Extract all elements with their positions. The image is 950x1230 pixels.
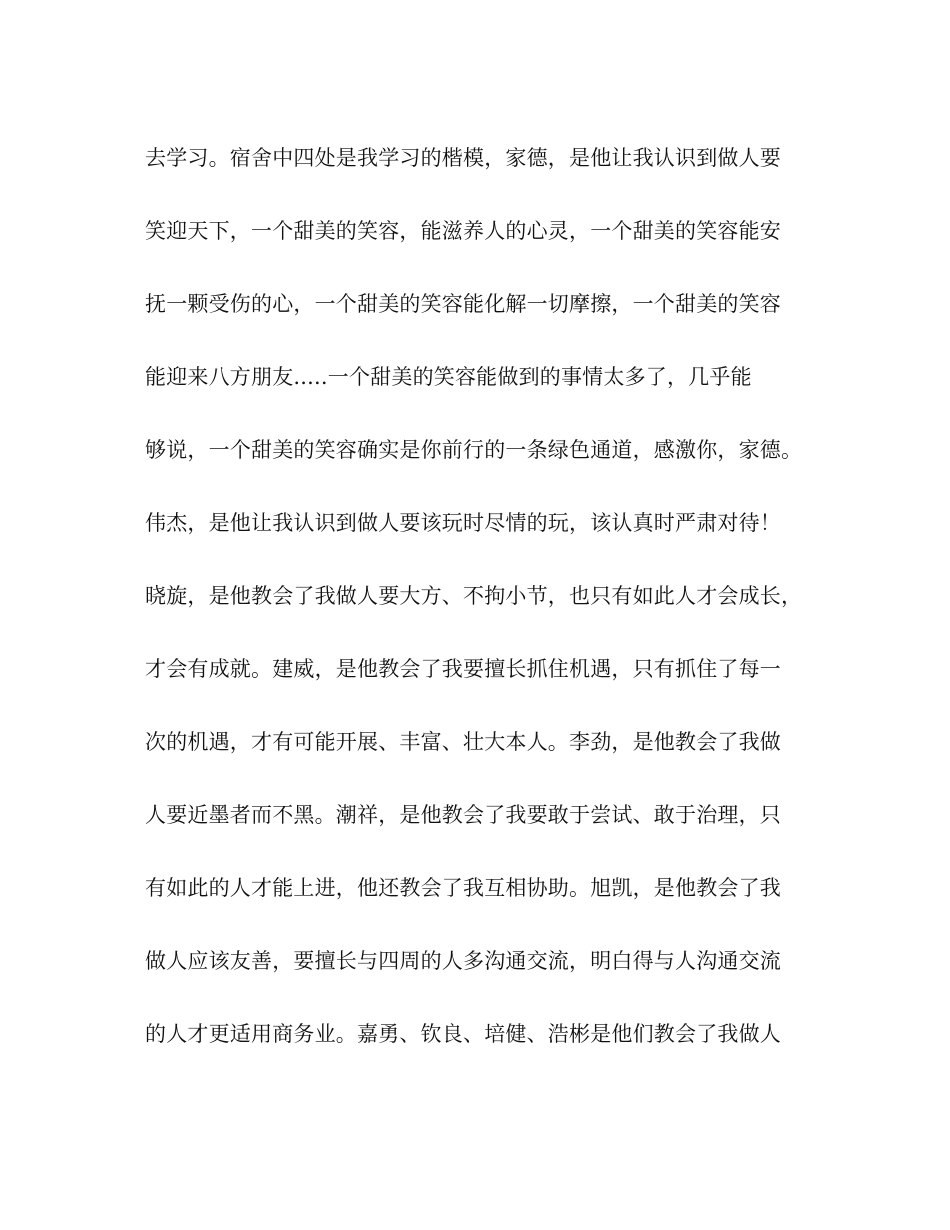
- text-line: 人要近墨者而不黑。潮祥，是他教会了我要敢于尝试、敢于治理，只: [145, 803, 781, 827]
- text-line: 笑迎天下，一个甜美的笑容，能滋养人的心灵，一个甜美的笑容能安: [145, 219, 781, 243]
- text-line: 有如此的人才能上进，他还教会了我互相协助。旭凯，是他教会了我: [145, 876, 781, 900]
- text-line: 的人才更适用商务业。嘉勇、钦良、培健、浩彬是他们教会了我做人: [145, 1022, 781, 1046]
- text-line: 做人应该友善，要擅长与四周的人多沟通交流，明白得与人沟通交流: [145, 949, 781, 973]
- text-line: 能迎来八方朋友.....一个甜美的笑容能做到的事情太多了，几乎能: [145, 365, 752, 389]
- body-text: [145, 140, 825, 1089]
- text-line: 去学习。宿舍中四处是我学习的楷模，家德，是他让我认识到做人要: [145, 146, 781, 170]
- text-line: 晓旋，是他教会了我做人要大方、不拘小节，也只有如此人才会成长，: [145, 584, 803, 608]
- text-line: 伟杰，是他让我认识到做人要该玩时尽情的玩，该认真时严肃对待！: [145, 511, 781, 535]
- text-line: 够说，一个甜美的笑容确实是你前行的一条绿色通道，感激你，家德。: [145, 438, 803, 462]
- text-line: 次的机遇，才有可能开展、丰富、壮大本人。李劲，是他教会了我做: [145, 730, 781, 754]
- text-line: 抚一颗受伤的心，一个甜美的笑容能化解一切摩擦，一个甜美的笑容: [145, 292, 781, 316]
- text-line: 才会有成就。建威，是他教会了我要擅长抓住机遇，只有抓住了每一: [145, 657, 781, 681]
